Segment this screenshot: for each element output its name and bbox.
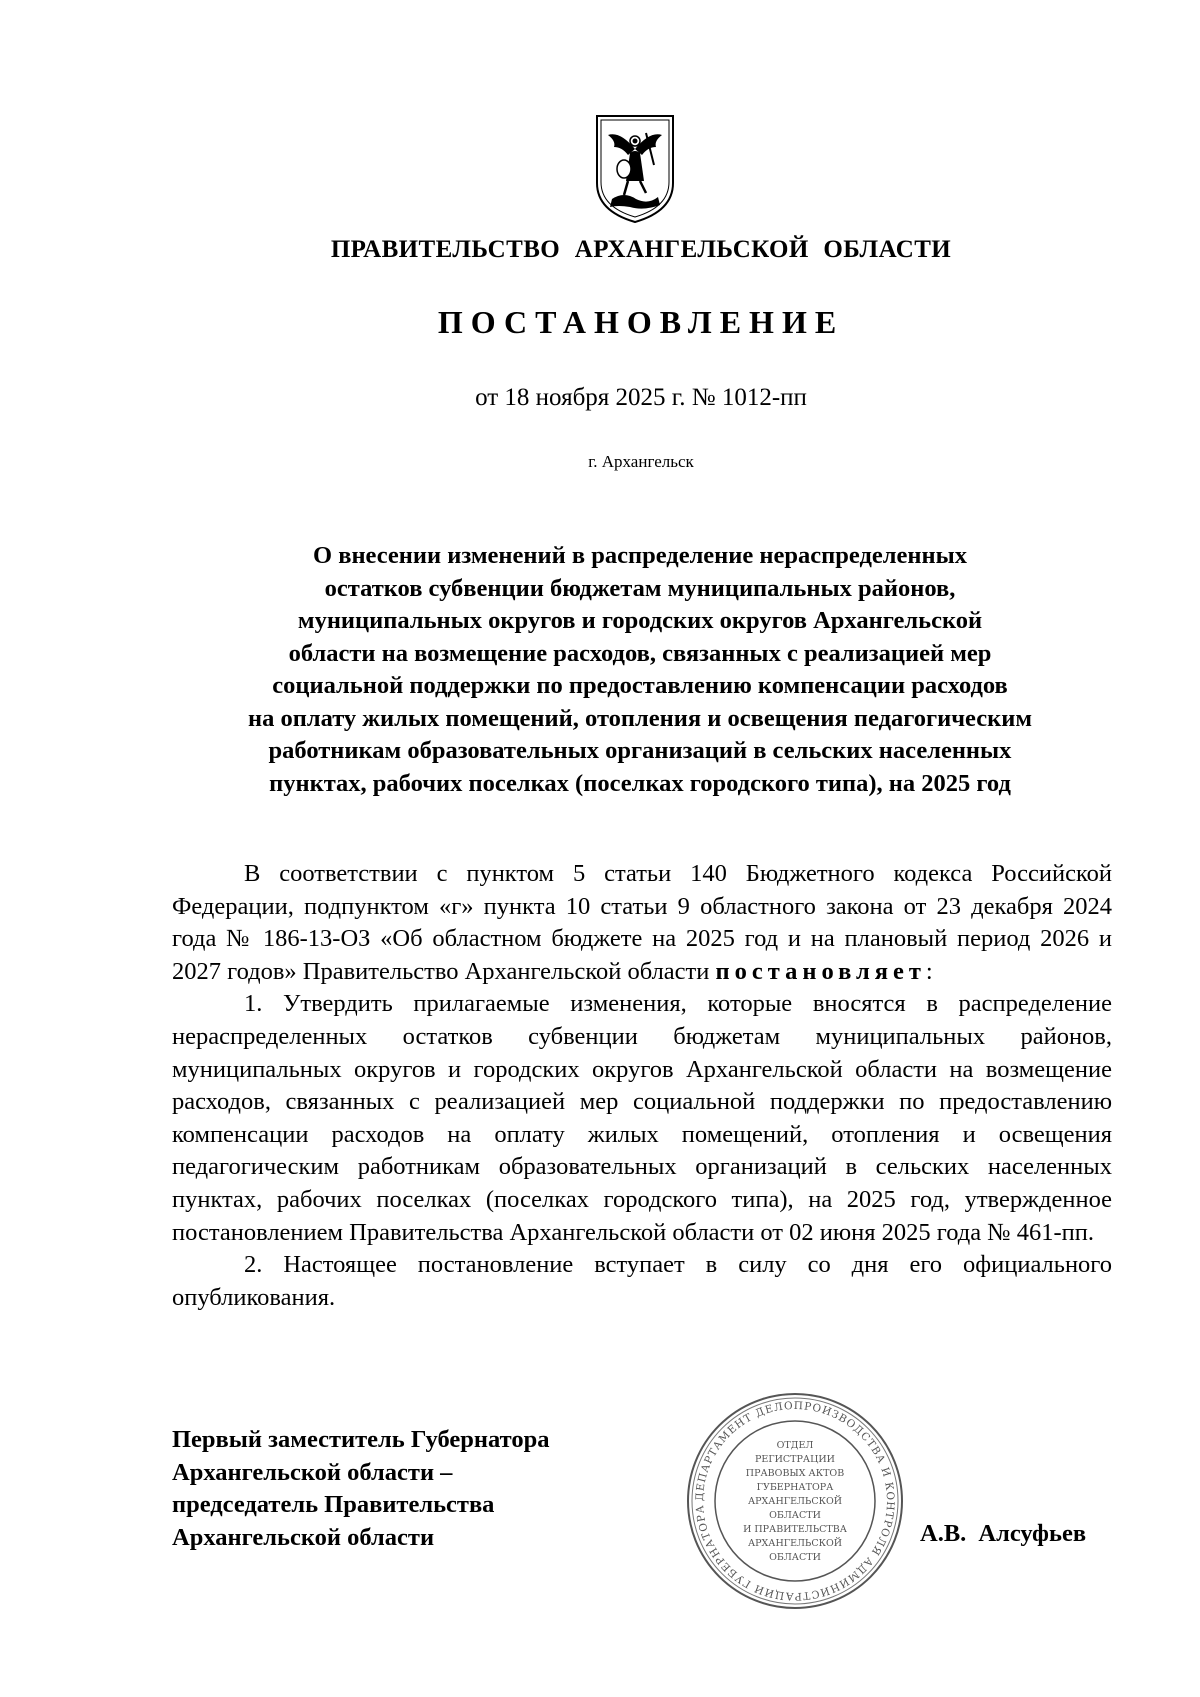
item-2-paragraph: 2. Настоящее постановление вступает в силу со дня его официального опубликования. [172,1251,1112,1311]
signatory-position-line: Первый заместитель Губернатора [172,1426,550,1453]
signatory-position-line: Архангельской области – [172,1458,453,1486]
seal-inner-line: АРХАНГЕЛЬСКОЙ [747,1538,843,1549]
subject-line: работникам образовательных организаций в сельских населенных [268,737,1012,764]
document-type-heading: ПОСТАНОВЛЕНИЕ [437,304,845,340]
seal-inner-line: ОБЛАСТИ [769,1552,821,1563]
subject-line: О внесении изменений в распределение нераспределенных [313,542,967,569]
signatory-position [172,1424,549,1554]
subject-line: остатков субвенции бюджетам муниципальных районов, [324,574,956,602]
document-subject [180,540,1100,800]
seal-inner-line: ОБЛАСТИ [769,1510,821,1521]
signatory-position-line: Архангельской области [172,1523,435,1551]
signatory-name: А.В. Алсуфьев [920,1520,1087,1547]
seal-inner-line: ПРАВОВЫХ АКТОВ [745,1468,845,1479]
preamble-paragraph [172,858,1112,988]
seal-inner-line: ОТДЕЛ [776,1440,814,1451]
official-round-seal-icon [684,1390,906,1612]
signatory-position-line: председатель Правительства [172,1491,495,1518]
subject-line: пунктах, рабочих поселках (поселках городского типа), на 2025 год [269,769,1011,797]
archangel-coat-of-arms-icon [594,113,676,225]
resolves-word: постановляет [715,957,926,985]
subject-line: на оплату жилых помещений, отопления и освещения педагогическим [247,704,1033,732]
government-title: ПРАВИТЕЛЬСТВО АРХАНГЕЛЬСКОЙ ОБЛАСТИ [330,236,952,263]
preamble-text: В соответствии с пунктом 5 статьи 140 Бюджетного кодекса Российской Федерации, подпунктом «г» пункта 10 статьи 9 областного закона от 23 декабря 2024 года № 186-13-ОЗ «Об областном бюджете на 2025 год и на плановый период 2026 и 2027 годов» Правительство Архангельской области [172,860,1112,985]
subject-line: области на возмещение расходов, связанных с реализацией мер [288,639,992,667]
seal-inner-line: И ПРАВИТЕЛЬСТВА [743,1524,847,1535]
item-1-paragraph: 1. Утвердить прилагаемые изменения, которые вносятся в распределение нераспределенных остатков субвенции бюджетам муниципальных районов, муниципальных округов и городских округов Архангельской области на возмещение расходов, связанных с реализацией мер социальной поддержки по предоставлению компенсации расходов на оплату жилых помещений, отопления и освещения педагогическим работникам образовательных организаций в сельских населенных пунктах, рабочих поселках (поселках городского типа), на 2025 год, утвержденное постановлением Правительства Архангельской области от 02 июня 2025 года № 461-пп. [172,990,1112,1246]
subject-line: социальной поддержки по предоставлению компенсации расходов [272,672,1008,699]
document-city: г. Архангельск [588,452,694,471]
document-body [172,858,1112,1314]
resolves-colon: : [925,957,933,985]
document-date-number: от 18 ноября 2025 г. № 1012-пп [475,384,807,411]
seal-inner-line: АРХАНГЕЛЬСКОЙ [747,1496,843,1507]
seal-inner-line: ГУБЕРНАТОРА [756,1482,834,1493]
seal-outer-text: ДЕПАРТАМЕНТ ДЕЛОПРОИЗВОДСТВА И КОНТРОЛЯ АДМИНИСТРАЦИИ ГУБЕРНАТОРА [693,1399,897,1603]
subject-line: муниципальных округов и городских округов Архангельской [297,607,983,634]
seal-inner-line: РЕГИСТРАЦИИ [755,1454,835,1465]
